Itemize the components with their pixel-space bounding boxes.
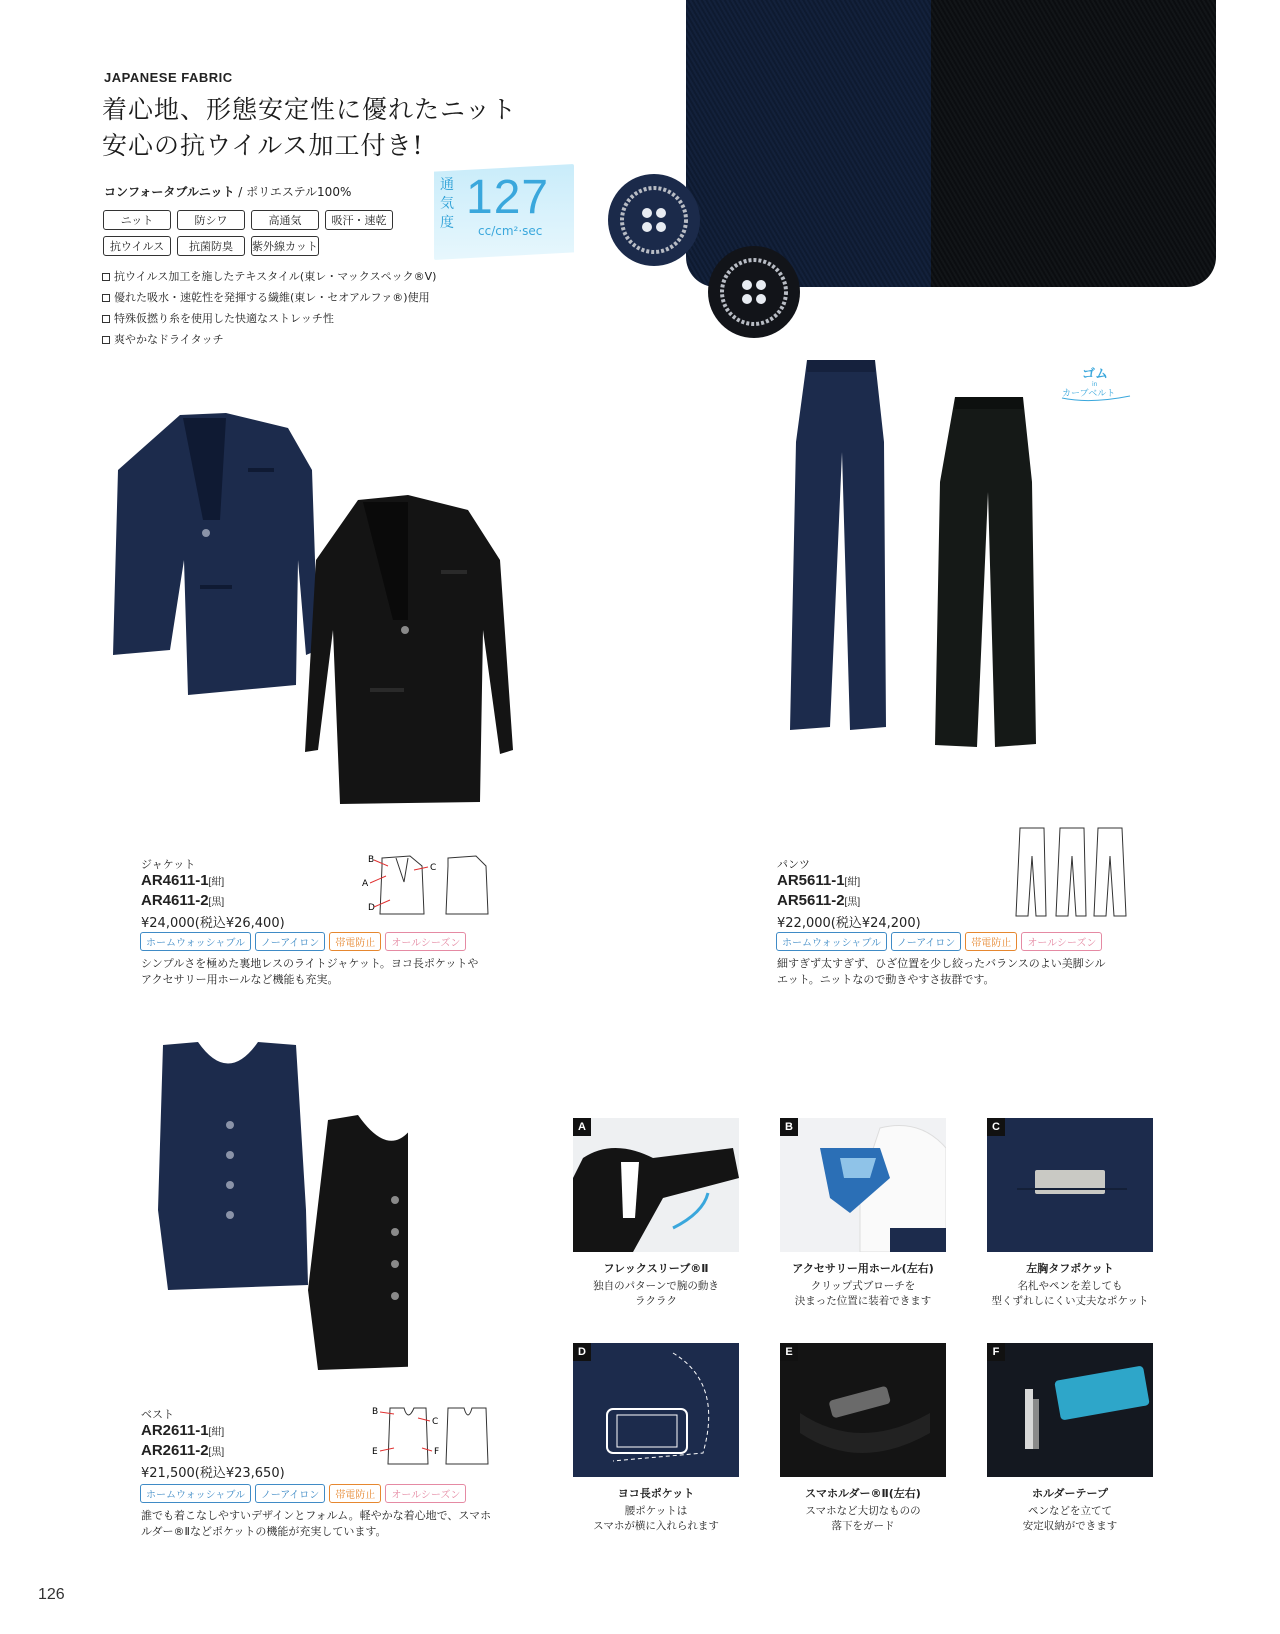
pants-code-navy: AR5611-1[紺] bbox=[777, 872, 861, 889]
vest-code-black: AR2611-2[黒] bbox=[141, 1442, 225, 1459]
care-label-no-iron: ノーアイロン bbox=[255, 1484, 325, 1503]
sleeve-photo-icon bbox=[573, 1118, 739, 1252]
jacket-diagram bbox=[360, 852, 500, 920]
smartphone-icon bbox=[573, 1343, 739, 1477]
page-number: 126 bbox=[38, 1586, 65, 1603]
vest-photo bbox=[158, 1040, 408, 1400]
detail-photo-b bbox=[780, 1118, 946, 1252]
breathability-unit: cc/cm²·sec bbox=[478, 224, 543, 238]
pants-category: パンツ bbox=[777, 858, 810, 871]
headline-line-1: 着心地、形態安定性に優れたニット bbox=[102, 95, 518, 124]
care-label-washable: ホームウォッシャブル bbox=[140, 1484, 251, 1503]
care-label-all-season: オールシーズン bbox=[1021, 932, 1102, 951]
detail-letter: F bbox=[987, 1343, 1005, 1361]
vest-category: ベスト bbox=[141, 1408, 174, 1421]
navy-jacket-icon bbox=[113, 413, 318, 695]
care-label-all-season: オールシーズン bbox=[385, 1484, 466, 1503]
feature-tags bbox=[103, 210, 403, 256]
detail-card-e bbox=[780, 1343, 946, 1534]
detail-card-a bbox=[573, 1118, 739, 1309]
feature-tag: ニット bbox=[103, 210, 171, 230]
detail-letter: E bbox=[780, 1343, 798, 1361]
jacket-code-navy: AR4611-1[紺] bbox=[141, 872, 225, 889]
badge-line-2: in bbox=[1092, 381, 1098, 388]
pants-code-black: AR5611-2[黒] bbox=[777, 892, 861, 909]
jacket-desc-line: アクセサリー用ホールなど機能も充実。 bbox=[141, 973, 339, 986]
feature-tag: 抗菌防臭 bbox=[177, 236, 245, 256]
fabric-name: コンフォータブルニット bbox=[104, 185, 235, 199]
care-label-no-iron: ノーアイロン bbox=[255, 932, 325, 951]
bullet-item: 爽やかなドライタッチ bbox=[102, 329, 436, 350]
diagram-label-b: B bbox=[368, 855, 375, 865]
fabric-bullets bbox=[102, 266, 436, 350]
detail-title: ホルダーテープ bbox=[1031, 1487, 1108, 1500]
detail-card-b bbox=[780, 1118, 946, 1309]
detail-desc: 腰ポケットは スマホが横に入れられます bbox=[593, 1505, 719, 1532]
care-label-antistatic: 帯電防止 bbox=[965, 932, 1017, 951]
care-label-antistatic: 帯電防止 bbox=[329, 1484, 381, 1503]
vest-code-navy: AR2611-1[紺] bbox=[141, 1422, 225, 1439]
feature-tag: 防シワ bbox=[177, 210, 245, 230]
jacket-category: ジャケット bbox=[141, 858, 196, 871]
care-label-washable: ホームウォッシャブル bbox=[776, 932, 887, 951]
feature-tag: 紫外線カット bbox=[251, 236, 319, 256]
detail-desc: クリップ式ブローチを 決まった位置に装着できます bbox=[794, 1280, 932, 1307]
diagram-label-f: F bbox=[434, 1447, 440, 1457]
detail-desc: 独自のパターンで腕の動き ラクラク bbox=[593, 1280, 719, 1307]
black-button-icon bbox=[708, 246, 800, 338]
headline-line-2: 安心の抗ウイルス加工付き! bbox=[102, 131, 424, 160]
vest-care-labels bbox=[140, 1484, 466, 1503]
feature-tag: 高通気 bbox=[251, 210, 319, 230]
rubber-belt-badge bbox=[1062, 367, 1130, 401]
detail-card-d bbox=[573, 1343, 739, 1534]
care-label-antistatic: 帯電防止 bbox=[329, 932, 381, 951]
brooch-photo-icon bbox=[780, 1118, 946, 1252]
pants-price: ¥22,000(税込¥24,200) bbox=[777, 916, 921, 931]
pants-diagram bbox=[1010, 826, 1130, 918]
pants-info bbox=[777, 856, 921, 931]
care-label-no-iron: ノーアイロン bbox=[891, 932, 961, 951]
vest-price: ¥21,500(税込¥23,650) bbox=[141, 1466, 285, 1481]
diagram-label-e: E bbox=[372, 1447, 378, 1457]
jacket-info bbox=[141, 856, 285, 931]
pen-holder-icon bbox=[987, 1343, 1153, 1477]
feature-tag: 抗ウイルス bbox=[103, 236, 171, 256]
fabric-name-line bbox=[104, 183, 351, 200]
pants-desc-line: エット。ニットなので動きやすさ抜群です。 bbox=[777, 973, 995, 986]
detail-photo-f bbox=[987, 1343, 1153, 1477]
black-swatch bbox=[931, 0, 1216, 287]
pants-care-labels bbox=[776, 932, 1102, 951]
detail-card-c bbox=[987, 1118, 1153, 1309]
detail-letter: A bbox=[573, 1118, 591, 1136]
detail-desc: ペンなどを立てて 安定収納ができます bbox=[1022, 1505, 1118, 1532]
jacket-code-black: AR4611-2[黒] bbox=[141, 892, 225, 909]
jacket-price: ¥24,000(税込¥26,400) bbox=[141, 916, 285, 931]
detail-letter: B bbox=[780, 1118, 798, 1136]
bullet-item: 抗ウイルス加工を施したテキスタイル(東レ・マックスペック®V) bbox=[102, 266, 436, 287]
navy-pants-icon bbox=[790, 360, 886, 730]
detail-title: アクセサリー用ホール(左右) bbox=[792, 1262, 934, 1275]
detail-photo-c bbox=[987, 1118, 1153, 1252]
detail-letter: D bbox=[573, 1343, 591, 1361]
detail-photo-d bbox=[573, 1343, 739, 1477]
navy-button-icon bbox=[608, 174, 700, 266]
badge-line-3: カーブベルト bbox=[1062, 389, 1116, 399]
badge-line-1: ゴム bbox=[1082, 367, 1109, 382]
care-label-all-season: オールシーズン bbox=[385, 932, 466, 951]
black-pants-icon bbox=[935, 397, 1036, 747]
navy-vest-icon bbox=[158, 1042, 308, 1290]
diagram-label-b: B bbox=[372, 1407, 379, 1417]
vest-desc-line: 誰でも着こなしやすいデザインとフォルム。軽やかな着心地で、スマホ bbox=[141, 1509, 492, 1522]
vest-description bbox=[141, 1508, 491, 1540]
care-label-washable: ホームウォッシャブル bbox=[140, 932, 251, 951]
vest-desc-line: ルダー®Ⅱなどポケットの機能が充実しています。 bbox=[141, 1525, 387, 1538]
pants-desc-line: 細すぎず太すぎず、ひざ位置を少し絞ったバランスのよい美脚シル bbox=[777, 957, 1106, 970]
diagram-label-d: D bbox=[368, 903, 375, 913]
detail-photo-a bbox=[573, 1118, 739, 1252]
detail-photo-e bbox=[780, 1343, 946, 1477]
bullet-item: 特殊仮撚り糸を使用した快適なストレッチ性 bbox=[102, 308, 436, 329]
jacket-care-labels bbox=[140, 932, 466, 951]
fabric-composition: / ポリエステル100% bbox=[234, 185, 352, 199]
black-jacket-icon bbox=[305, 495, 513, 804]
feature-tag: 吸汗・速乾 bbox=[325, 210, 393, 230]
section-eyebrow: JAPANESE FABRIC bbox=[104, 70, 233, 85]
detail-title: フレックスリーブ®Ⅱ bbox=[603, 1262, 709, 1275]
diagram-label-c: C bbox=[432, 1417, 439, 1427]
diagram-label-c: C bbox=[430, 863, 437, 873]
vest-info bbox=[141, 1406, 285, 1481]
jacket-description bbox=[141, 956, 478, 988]
detail-desc: 名札やペンを差しても 型くずれしにくい丈夫なポケット bbox=[991, 1280, 1149, 1307]
nametag-photo-icon bbox=[987, 1118, 1153, 1252]
bullet-item: 優れた吸水・速乾性を発揮する繊維(東レ・セオアルファ®)使用 bbox=[102, 287, 436, 308]
button-photo bbox=[604, 170, 804, 350]
detail-desc: スマホなど大切なものの 落下をガード bbox=[805, 1505, 921, 1532]
breathability-label: 通気度 bbox=[440, 177, 454, 231]
detail-title: スマホルダー®Ⅱ(左右) bbox=[805, 1487, 921, 1500]
detail-title: 左胸タフポケット bbox=[1026, 1262, 1114, 1275]
diagram-label-a: A bbox=[362, 879, 369, 889]
jacket-photo bbox=[108, 410, 548, 806]
breathability-value: 127 bbox=[466, 171, 550, 224]
phone-holder-icon bbox=[780, 1343, 946, 1477]
detail-letter: C bbox=[987, 1118, 1005, 1136]
vest-diagram bbox=[360, 1404, 500, 1470]
pants-description bbox=[777, 956, 1106, 988]
pants-photo bbox=[790, 352, 1160, 752]
detail-card-f bbox=[987, 1343, 1153, 1534]
jacket-desc-line: シンプルさを極めた裏地レスのライトジャケット。ヨコ長ポケットや bbox=[141, 957, 479, 970]
detail-title: ヨコ長ポケット bbox=[617, 1487, 695, 1500]
page-headline bbox=[102, 92, 517, 164]
black-vest-icon bbox=[308, 1115, 408, 1370]
